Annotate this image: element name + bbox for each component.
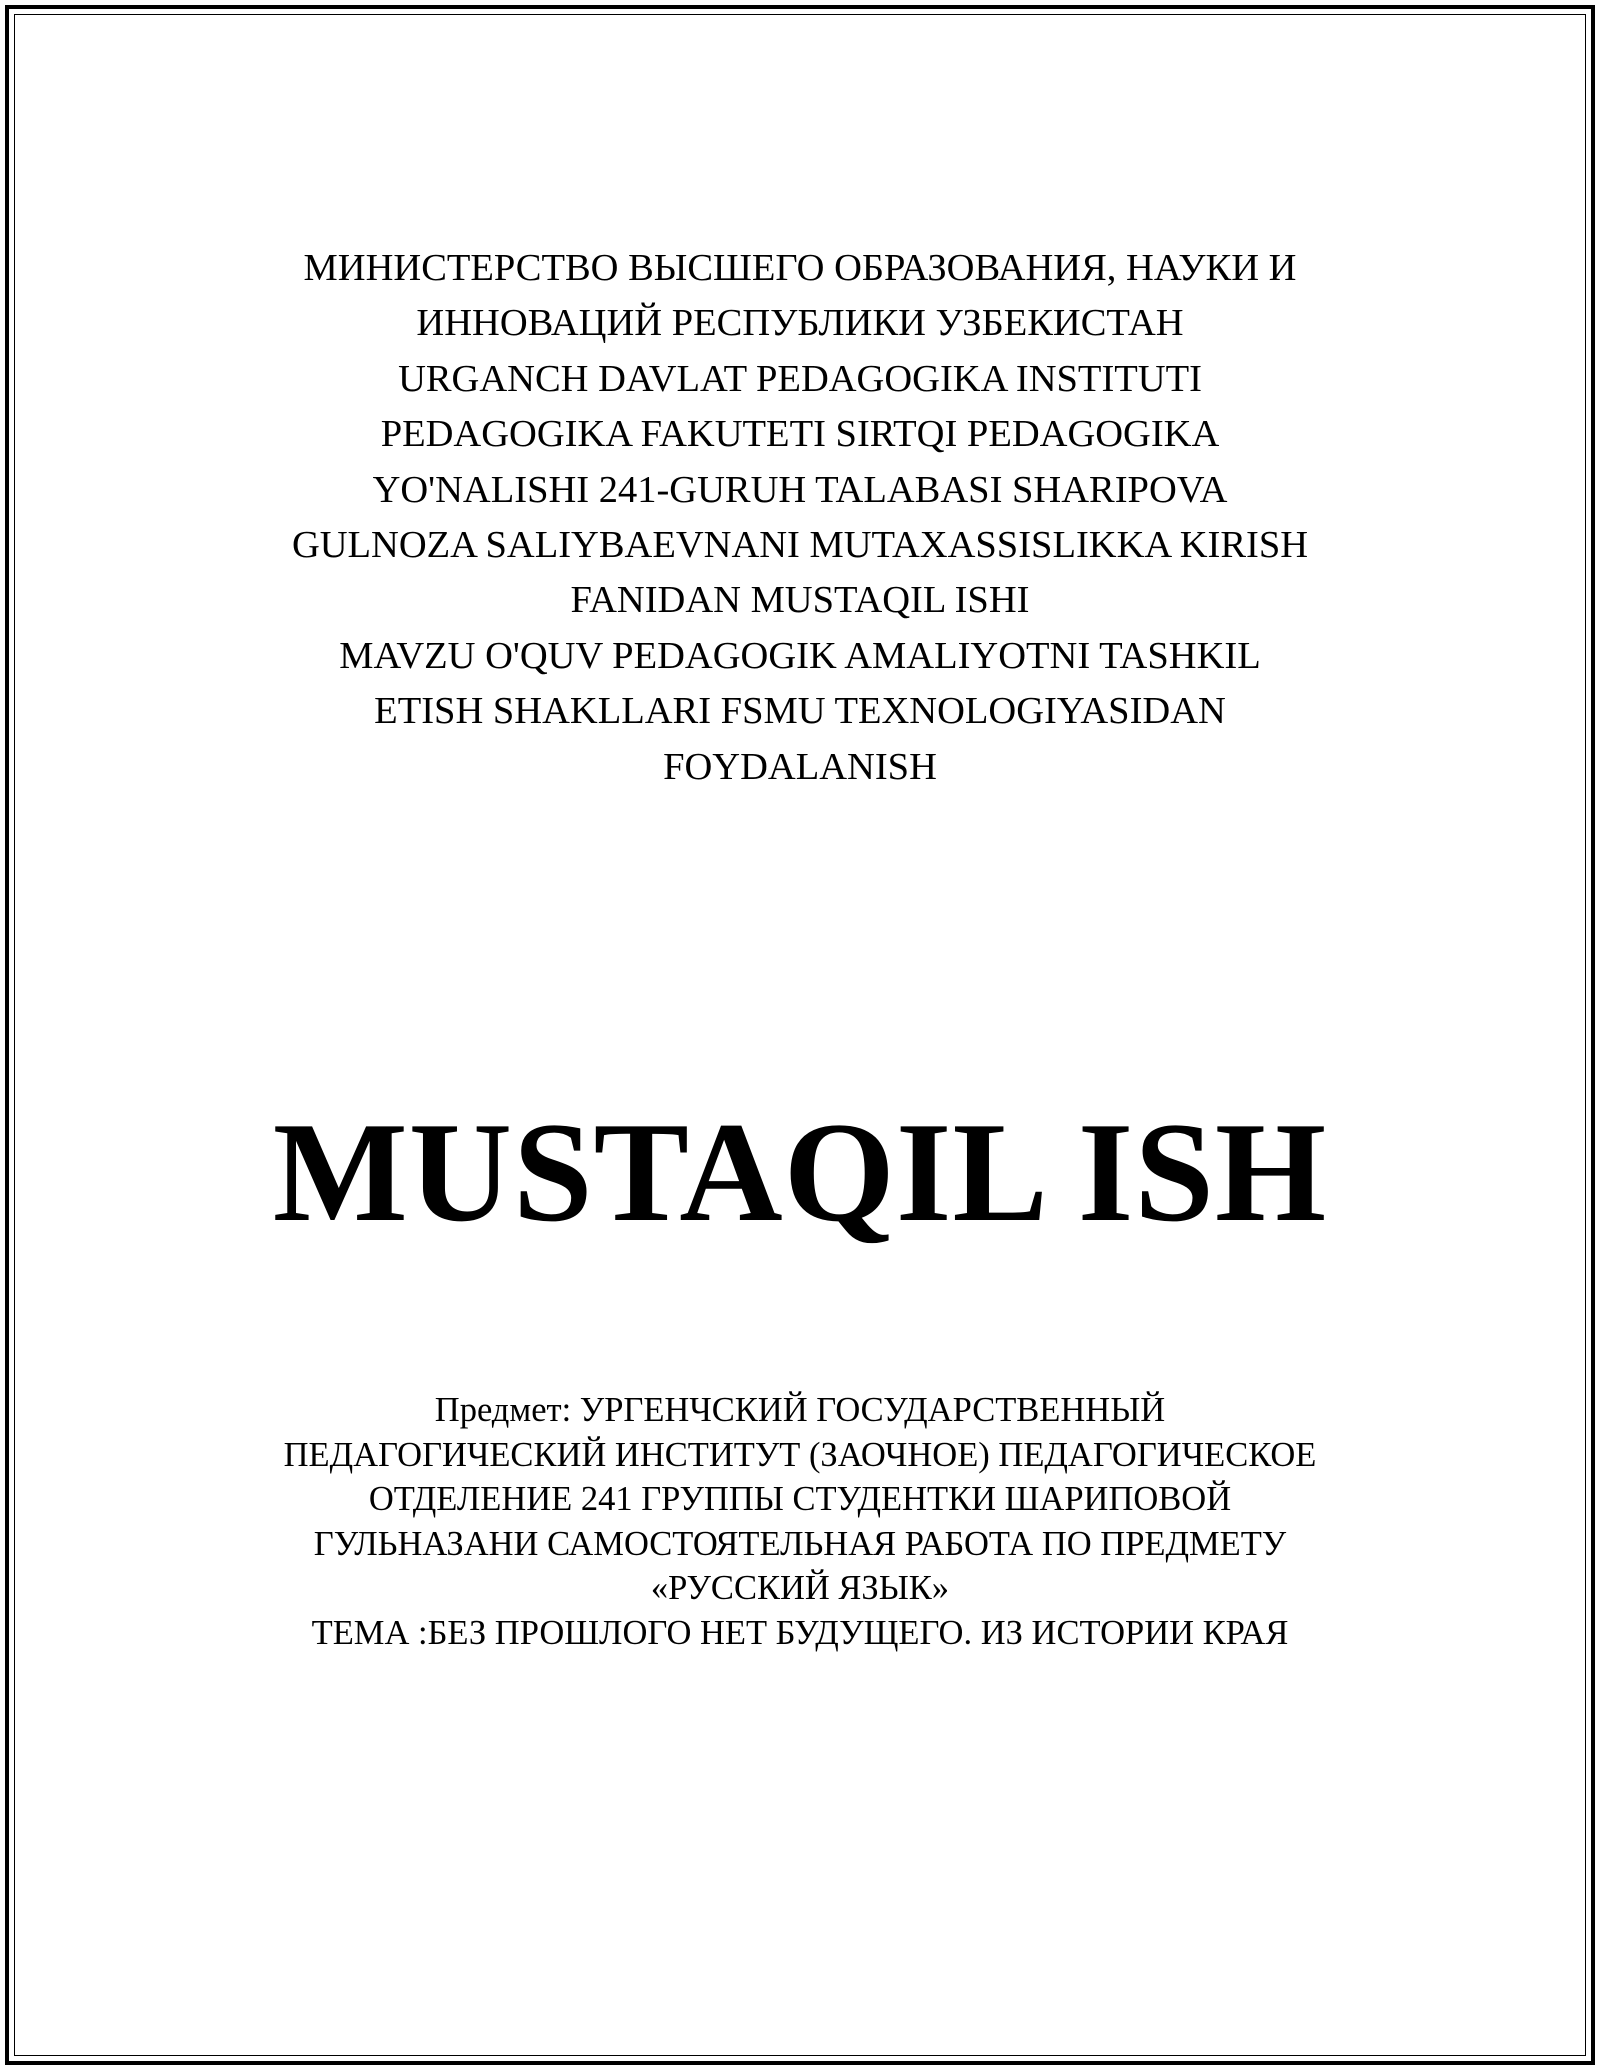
header-line: URGANCH DAVLAT PEDAGOGIKA INSTITUTI xyxy=(398,357,1202,400)
subject-line: Предмет: УРГЕНЧСКИЙ ГОСУДАРСТВЕННЫЙ xyxy=(434,1391,1166,1429)
document-title: MUSTAQIL ISH xyxy=(272,1093,1328,1251)
subject-line: ГУЛЬНАЗАНИ САМОСТОЯТЕЛЬНАЯ РАБОТА ПО ПРЕДМЕТУ xyxy=(313,1524,1287,1563)
header-line: FOYDALANISH xyxy=(663,745,937,788)
subject-line: ТЕМА :БЕЗ ПРОШЛОГО НЕТ БУДУЩЕГО. ИЗ ИСТОРИИ КРАЯ xyxy=(311,1613,1289,1652)
header-line: MAVZU O'QUV PEDAGOGIK AMALIYOTNI TASHKIL xyxy=(339,634,1261,677)
header-line: ИННОВАЦИЙ РЕСПУБЛИКИ УЗБЕКИСТАН xyxy=(416,302,1184,345)
header-line: МИНИСТЕРСТВО ВЫСШЕГО ОБРАЗОВАНИЯ, НАУКИ И xyxy=(303,247,1297,289)
header-line: FANIDAN MUSTAQIL ISHI xyxy=(570,579,1030,622)
subject-description xyxy=(100,1388,1500,1656)
header-line: YO'NALISHI 241-GURUH TALABASI SHARIPOVA xyxy=(372,468,1228,511)
subject-line: «РУССКИЙ ЯЗЫК» xyxy=(650,1569,950,1608)
subject-line: ОТДЕЛЕНИЕ 241 ГРУППЫ СТУДЕНТКИ ШАРИПОВОЙ xyxy=(368,1480,1232,1519)
header-line: PEDAGOGIKA FAKUTETI SIRTQI PEDAGOGIKA xyxy=(380,413,1220,456)
header-line: ETISH SHAKLLARI FSMU TEXNOLOGIYASIDAN xyxy=(374,690,1226,733)
subject-line: ПЕДАГОГИЧЕСКИЙ ИНСТИТУТ (ЗАОЧНОЕ) ПЕДАГОГИЧЕСКОЕ xyxy=(283,1435,1317,1474)
institution-header xyxy=(100,241,1500,795)
header-line: GULNOZA SALIYBAEVNANI MUTAXASSISLIKKA KIRISH xyxy=(291,524,1309,567)
